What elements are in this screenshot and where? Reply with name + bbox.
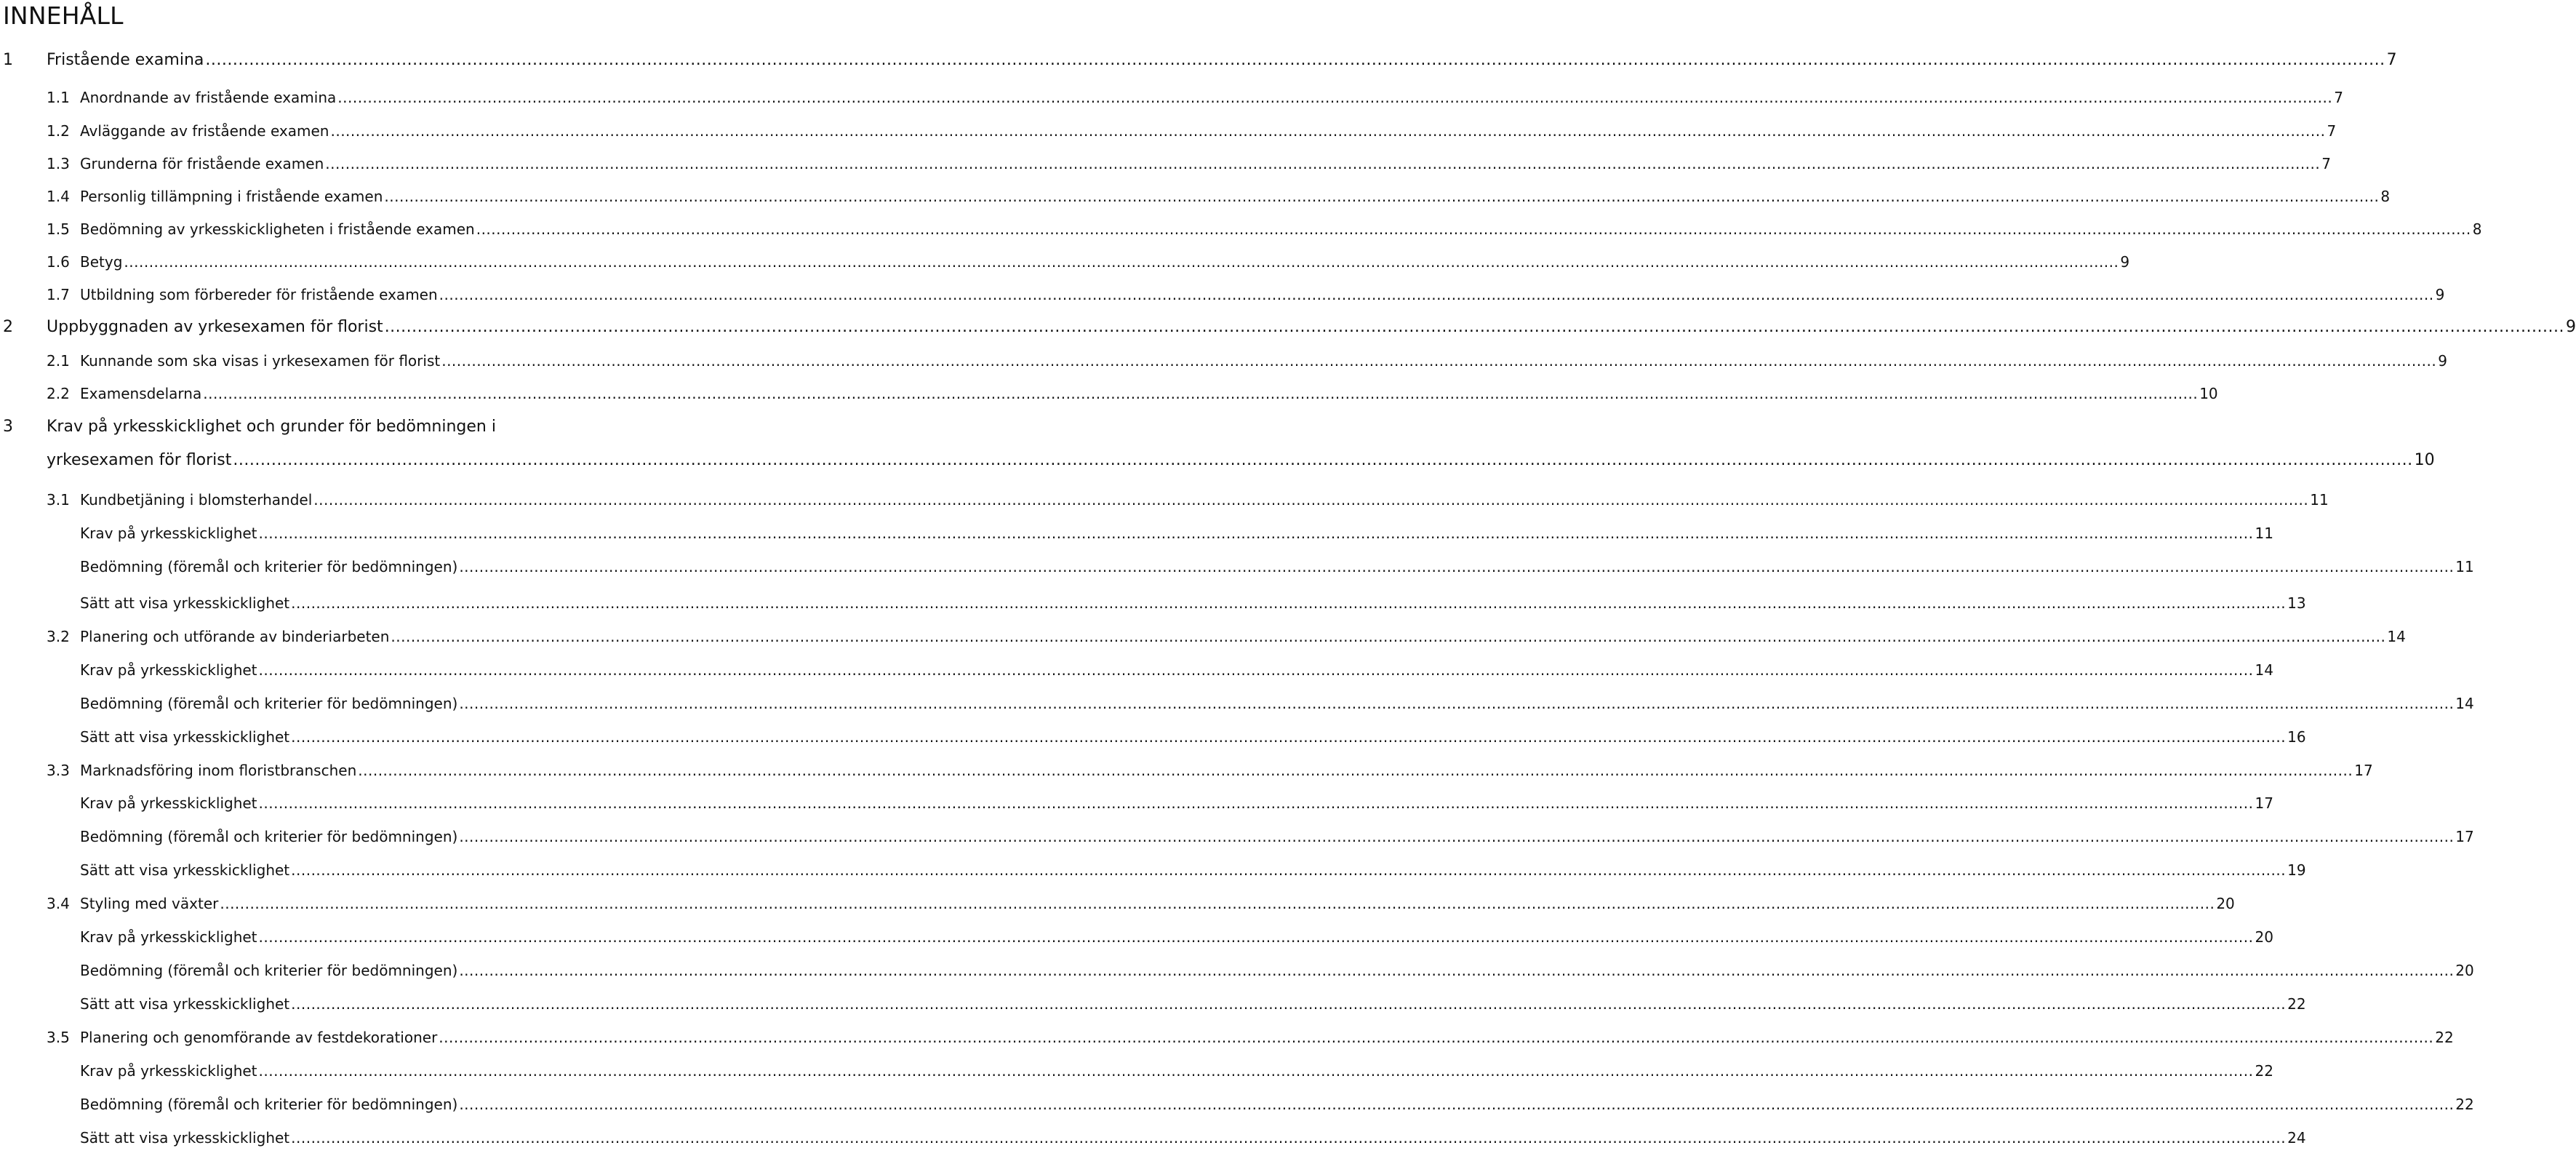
toc-entry-page: 19 — [2287, 861, 2306, 879]
toc-entry-title: Bedömning (föremål och kriterier för bedömningen) — [80, 1096, 458, 1113]
dot-leader: ................................................................................................................................................................................................................................................................................................................................................................................................................ — [203, 385, 2199, 402]
toc-entry[interactable] — [47, 383, 2218, 404]
dot-leader: ................................................................................................................................................................................................................................................................................................................................................................................................................ — [258, 661, 2254, 679]
toc-entry[interactable] — [47, 218, 2482, 240]
toc-entry-title: Personlig tillämpning i fristående examen — [80, 188, 383, 205]
toc-entry-number: 1.2 — [47, 122, 70, 140]
dot-leader: ................................................................................................................................................................................................................................................................................................................................................................................................................ — [459, 828, 2455, 845]
toc-entry-number: 1.6 — [47, 253, 70, 271]
toc-entry-page: 11 — [2310, 491, 2329, 509]
toc-entry-page: 20 — [2255, 928, 2273, 946]
toc-entry-title: Avläggande av fristående examen — [80, 122, 329, 140]
toc-entry-title: Krav på yrkesskicklighet — [80, 1062, 257, 1080]
toc-entry-page: 20 — [2455, 962, 2474, 979]
toc-entry-title: Fristående examina — [47, 51, 204, 69]
toc-entry-title: Utbildning som förbereder för fristående examen — [80, 286, 438, 303]
toc-entry[interactable] — [80, 859, 2306, 881]
toc-entry[interactable] — [80, 1060, 2273, 1082]
toc-entry-page: 10 — [2199, 385, 2218, 402]
toc-entry-page: 10 — [2414, 451, 2435, 469]
dot-leader: ................................................................................................................................................................................................................................................................................................................................................................................................................ — [476, 220, 2471, 238]
toc-entry-page: 8 — [2472, 220, 2482, 238]
dot-leader: ................................................................................................................................................................................................................................................................................................................................................................................................................ — [337, 89, 2333, 106]
toc-entry[interactable] — [80, 522, 2273, 544]
toc-entry-page: 22 — [2287, 995, 2306, 1013]
toc-entry-page: 22 — [2255, 1062, 2273, 1080]
toc-entry-title: Krav på yrkesskicklighet — [80, 661, 257, 679]
toc-entry[interactable] — [80, 792, 2273, 814]
dot-leader: ................................................................................................................................................................................................................................................................................................................................................................................................................ — [124, 253, 2119, 271]
dot-leader: ................................................................................................................................................................................................................................................................................................................................................................................................................ — [291, 861, 2287, 879]
toc-entry-number: 3.5 — [47, 1029, 70, 1046]
toc-entry[interactable] — [80, 693, 2474, 714]
dot-leader: ................................................................................................................................................................................................................................................................................................................................................................................................................ — [205, 51, 2385, 69]
toc-entry-number: 3.4 — [47, 895, 70, 912]
toc-entry-title: Sätt att visa yrkesskicklighet — [80, 1129, 290, 1147]
toc-entry-number: 2 — [3, 318, 13, 336]
dot-leader: ................................................................................................................................................................................................................................................................................................................................................................................................................ — [325, 155, 2321, 172]
toc-entry-page: 14 — [2455, 695, 2474, 712]
toc-entry[interactable] — [3, 416, 2435, 471]
toc-entry-title: Bedömning (föremål och kriterier för bedömningen) — [80, 828, 458, 845]
toc-entry-title: Sätt att visa yrkesskicklighet — [80, 861, 290, 879]
dot-leader: ................................................................................................................................................................................................................................................................................................................................................................................................................ — [258, 1062, 2254, 1080]
toc-entry-title: Sätt att visa yrkesskicklighet — [80, 594, 290, 612]
toc-entry-title: yrkesexamen för florist — [47, 451, 232, 469]
dot-leader: ................................................................................................................................................................................................................................................................................................................................................................................................................ — [330, 122, 2326, 140]
toc-entry-title: Planering och genomförande av festdekorationer — [80, 1029, 438, 1046]
toc-entry-page: 17 — [2354, 762, 2373, 779]
dot-leader: ................................................................................................................................................................................................................................................................................................................................................................................................................ — [291, 1129, 2287, 1147]
toc-entry-page: 7 — [2321, 155, 2331, 172]
toc-entry-page: 7 — [2327, 122, 2337, 140]
dot-leader: ................................................................................................................................................................................................................................................................................................................................................................................................................ — [459, 1096, 2455, 1113]
toc-entry-title: Examensdelarna — [80, 385, 202, 402]
toc-entry-title: Uppbyggnaden av yrkesexamen för florist — [47, 318, 383, 336]
toc-entry-title: Sätt att visa yrkesskicklighet — [80, 728, 290, 746]
toc-entry-page: 14 — [2255, 661, 2273, 679]
toc-entry-page: 24 — [2287, 1129, 2306, 1147]
toc-entry-page: 11 — [2255, 525, 2273, 542]
toc-entry[interactable] — [80, 926, 2273, 948]
toc-entry-title: Grunderna för fristående examen — [80, 155, 324, 172]
toc-entry-title: Bedömning (föremål och kriterier för bedömningen) — [80, 962, 458, 979]
toc-entry-title: Betyg — [80, 253, 123, 271]
dot-leader: ................................................................................................................................................................................................................................................................................................................................................................................................................ — [459, 962, 2455, 979]
toc-entry-title: Marknadsföring inom floristbranschen — [80, 762, 357, 779]
toc-entry[interactable] — [47, 1027, 2454, 1048]
toc-entry-page: 22 — [2455, 1096, 2474, 1113]
toc-entry-number: 1.3 — [47, 155, 70, 172]
toc-entry-number: 1.5 — [47, 220, 70, 238]
toc-entry[interactable] — [47, 489, 2329, 511]
toc-entry-number: 2.2 — [47, 385, 70, 402]
toc-entry[interactable] — [47, 284, 2445, 306]
toc-entry-number: 3.2 — [47, 628, 70, 645]
dot-leader: ................................................................................................................................................................................................................................................................................................................................................................................................................ — [358, 762, 2353, 779]
toc-entry-page: 11 — [2455, 558, 2474, 575]
toc-entry[interactable] — [80, 826, 2474, 848]
dot-leader: ................................................................................................................................................................................................................................................................................................................................................................................................................ — [291, 728, 2287, 746]
toc-entry-number: 3 — [3, 418, 13, 436]
toc-entry[interactable] — [47, 251, 2130, 273]
dot-leader: ................................................................................................................................................................................................................................................................................................................................................................................................................ — [233, 451, 2413, 469]
toc-entry[interactable] — [80, 592, 2306, 614]
toc-entry[interactable] — [47, 120, 2337, 142]
dot-leader: ................................................................................................................................................................................................................................................................................................................................................................................................................ — [291, 594, 2287, 612]
toc-entry-page: 14 — [2387, 628, 2406, 645]
toc-entry[interactable] — [47, 760, 2373, 781]
toc-entry[interactable] — [47, 186, 2391, 207]
toc-entry-page: 7 — [2386, 51, 2397, 69]
dot-leader: ................................................................................................................................................................................................................................................................................................................................................................................................................ — [258, 928, 2254, 946]
page-title: INNEHÅLL — [3, 1, 124, 30]
toc-entry[interactable] — [47, 153, 2331, 175]
toc-entry-title: Kundbetjäning i blomsterhandel — [80, 491, 313, 509]
toc-entry-number: 1.4 — [47, 188, 70, 205]
toc-entry[interactable] — [80, 993, 2306, 1015]
dot-leader: ................................................................................................................................................................................................................................................................................................................................................................................................................ — [384, 318, 2564, 336]
toc-entry[interactable] — [3, 316, 2576, 338]
toc-entry-page: 17 — [2455, 828, 2474, 845]
toc-entry-page: 7 — [2334, 89, 2343, 106]
toc-entry[interactable] — [47, 350, 2447, 372]
toc-entry-number: 2.1 — [47, 352, 70, 370]
toc-entry-title: Bedömning (föremål och kriterier för bedömningen) — [80, 695, 458, 712]
toc-entry-title: Krav på yrkesskicklighet — [80, 794, 257, 812]
toc-entry[interactable] — [80, 556, 2474, 578]
toc-entry[interactable] — [80, 1127, 2306, 1149]
toc-entry[interactable] — [80, 1093, 2474, 1115]
toc-entry-title: Kunnande som ska visas i yrkesexamen för florist — [80, 352, 441, 370]
dot-leader: ................................................................................................................................................................................................................................................................................................................................................................................................................ — [459, 695, 2455, 712]
toc-entry[interactable] — [3, 49, 2397, 71]
dot-leader: ................................................................................................................................................................................................................................................................................................................................................................................................................ — [258, 525, 2254, 542]
dot-leader: ................................................................................................................................................................................................................................................................................................................................................................................................................ — [459, 558, 2455, 575]
dot-leader: ................................................................................................................................................................................................................................................................................................................................................................................................................ — [258, 794, 2254, 812]
toc-entry-title: Styling med växter — [80, 895, 219, 912]
toc-entry-title: Planering och utförande av binderiarbeten — [80, 628, 390, 645]
toc-entry-title: Krav på yrkesskicklighet och grunder för bedömningen i — [47, 418, 496, 436]
toc-entry-page: 17 — [2255, 794, 2273, 812]
dot-leader: ................................................................................................................................................................................................................................................................................................................................................................................................................ — [291, 995, 2287, 1013]
toc-entry-number: 1.1 — [47, 89, 70, 106]
dot-leader: ................................................................................................................................................................................................................................................................................................................................................................................................................ — [384, 188, 2380, 205]
toc-entry[interactable] — [80, 726, 2306, 748]
toc-entry-number: 1.7 — [47, 286, 70, 303]
toc-entry-page: 9 — [2120, 253, 2130, 271]
toc-entry-number: 3.3 — [47, 762, 70, 779]
toc-entry[interactable] — [47, 893, 2235, 914]
toc-entry-title: Bedömning av yrkesskickligheten i fristående examen — [80, 220, 475, 238]
toc-entry-page: 9 — [2438, 352, 2447, 370]
dot-leader: ................................................................................................................................................................................................................................................................................................................................................................................................................ — [313, 491, 2309, 509]
dot-leader: ................................................................................................................................................................................................................................................................................................................................................................................................................ — [391, 628, 2386, 645]
toc-entry-page: 9 — [2435, 286, 2445, 303]
toc-entry-page: 9 — [2565, 318, 2576, 336]
toc-entry-number: 3.1 — [47, 491, 70, 509]
toc-entry-page: 16 — [2287, 728, 2306, 746]
toc-entry[interactable] — [47, 626, 2406, 647]
dot-leader: ................................................................................................................................................................................................................................................................................................................................................................................................................ — [441, 352, 2437, 370]
toc-entry-title: Krav på yrkesskicklighet — [80, 525, 257, 542]
toc-entry[interactable] — [80, 659, 2273, 681]
toc-entry-title: Anordnande av fristående examina — [80, 89, 337, 106]
toc-entry-page: 20 — [2216, 895, 2235, 912]
dot-leader: ................................................................................................................................................................................................................................................................................................................................................................................................................ — [439, 1029, 2434, 1046]
toc-entry[interactable] — [47, 87, 2343, 108]
toc-entry-title: Krav på yrkesskicklighet — [80, 928, 257, 946]
toc-entry-page: 8 — [2380, 188, 2391, 205]
toc-entry-title: Bedömning (föremål och kriterier för bedömningen) — [80, 558, 458, 575]
dot-leader: ................................................................................................................................................................................................................................................................................................................................................................................................................ — [220, 895, 2215, 912]
dot-leader: ................................................................................................................................................................................................................................................................................................................................................................................................................ — [439, 286, 2434, 303]
toc-entry-page: 13 — [2287, 594, 2306, 612]
toc-entry-page: 22 — [2435, 1029, 2454, 1046]
toc-entry-title: Sätt att visa yrkesskicklighet — [80, 995, 290, 1013]
toc-entry[interactable] — [80, 960, 2474, 981]
toc-entry-number: 1 — [3, 51, 13, 69]
